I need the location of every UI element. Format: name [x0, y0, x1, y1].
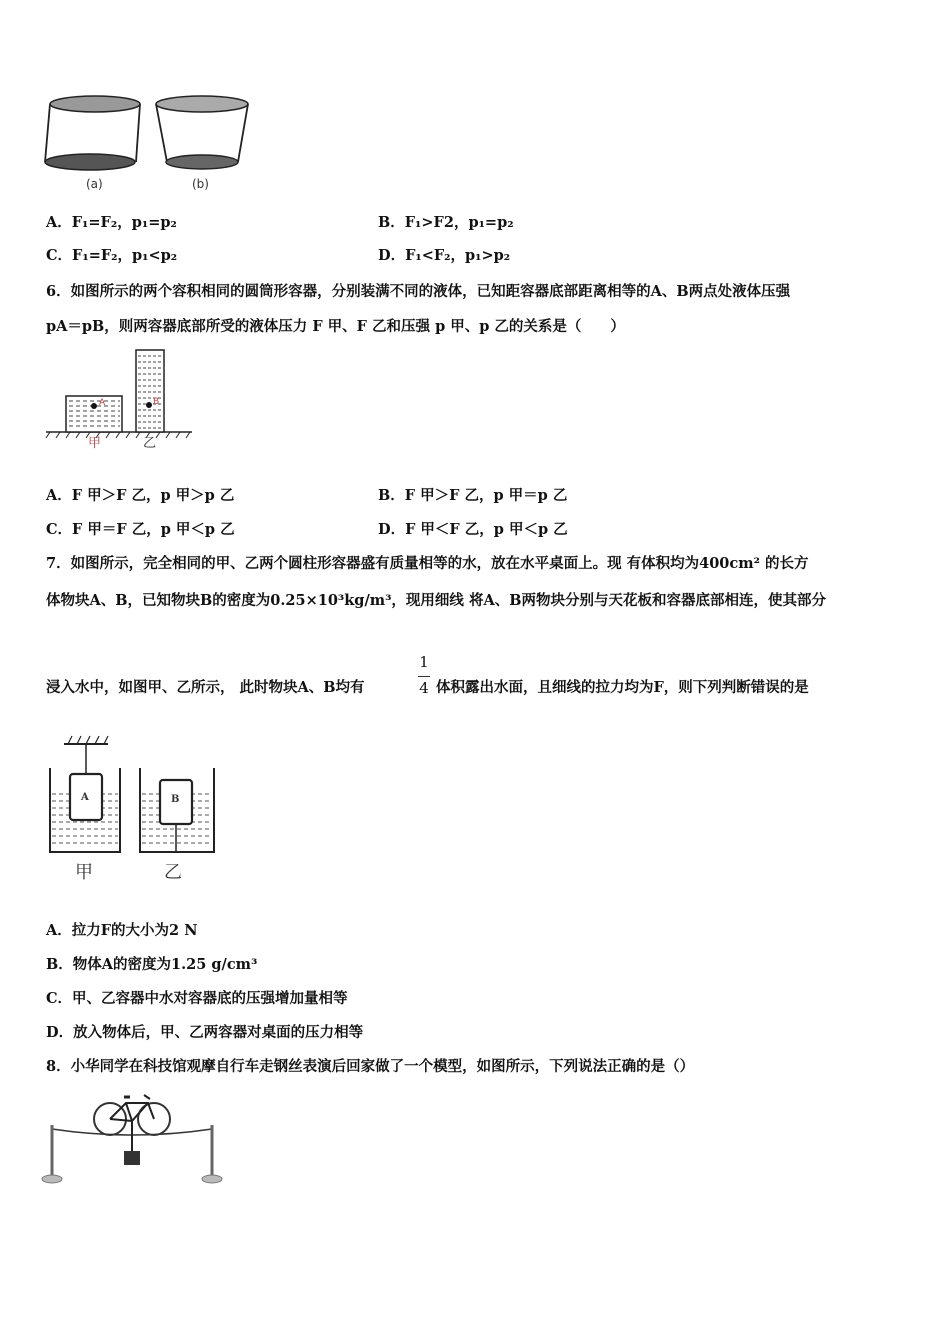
option-text: F₁<F₂，p₁>p₂ [405, 247, 511, 264]
option-text: F 甲＝F 乙，p 甲＜p 乙 [72, 521, 235, 538]
q5-fig-label-a: (a) [86, 177, 103, 191]
q6-stem-line-1: 6．如图所示的两个容积相同的圆筒形容器，分别装满不同的液体，已知距容器底部距离相等的A、B两点处液体压强 [46, 283, 791, 300]
q5-option-a[interactable] [46, 213, 177, 233]
option-text: 甲、乙容器中水对容器底的压强增加量相等 [72, 990, 348, 1007]
q5-fig-label-b: (b) [192, 177, 209, 191]
option-letter: C． [46, 247, 73, 264]
option-text: F₁>F2，p₁=p₂ [404, 214, 514, 231]
option-letter: B． [378, 487, 405, 504]
option-letter: B． [46, 956, 73, 973]
option-letter: D． [46, 1024, 74, 1041]
option-letter: C． [46, 521, 73, 538]
option-text: 放入物体后，甲、乙两容器对桌面的压力相等 [73, 1024, 364, 1041]
q8-stem-line-1: 8．小华同学在科技馆观摩自行车走钢丝表演后回家做了一个模型，如图所示，下列说法正确的是（） [46, 1058, 695, 1075]
q6-option-d[interactable] [378, 520, 568, 540]
q7-figure [44, 730, 224, 890]
q8-bicycle-tightrope-figure [40, 1085, 225, 1190]
option-text: F₁=F₂，p₁=p₂ [71, 214, 177, 231]
q7-block-b-label: B [171, 794, 180, 805]
q7-stem-line-3b: 体积露出水面，且细线的拉力均为F，则下列判断错误的是 [436, 679, 809, 696]
option-letter: D． [378, 247, 406, 264]
q6-point-b-label: B [153, 397, 160, 407]
option-letter: C． [46, 990, 73, 1007]
q7-stem-line-2: 体物块A、B，已知物块B的密度为0.25×10³kg/m³，现用细线 将A、B两物块分别与天花板和容器底部相连，使其部分 [46, 592, 826, 609]
q7-option-a[interactable] [46, 921, 197, 941]
q6-option-a[interactable] [46, 486, 234, 506]
option-text: F 甲＜F 乙，p 甲＜p 乙 [405, 521, 568, 538]
q6-point-a-label: A [99, 398, 106, 408]
q6-option-b[interactable] [378, 486, 567, 506]
option-text: F 甲＞F 乙，p 甲＝p 乙 [404, 487, 568, 504]
q6-fig-label-yi: 乙 [143, 436, 157, 451]
q7-option-c[interactable] [46, 989, 348, 1009]
q7-stem-line-1: 7．如图所示，完全相同的甲、乙两个圆柱形容器盛有质量相等的水，放在水平桌面上。现 有体积均为400cm² 的长方 [46, 555, 809, 572]
q7-fraction-numerator: 1 [419, 653, 429, 671]
option-letter: B． [378, 214, 405, 231]
q7-stem-line-3a: 浸入水中，如图甲、乙所示， 此时物块A、B均有 [46, 679, 365, 696]
q7-fig-label-yi: 乙 [164, 862, 182, 883]
q5-figure [40, 92, 260, 192]
option-letter: A． [46, 487, 72, 504]
q7-block-a-label: A [81, 792, 89, 803]
option-text: F 甲＞F 乙，p 甲＞p 乙 [71, 487, 235, 504]
q5-option-b[interactable] [378, 213, 514, 233]
q5-option-c[interactable] [46, 246, 177, 266]
q7-fraction-denominator: 4 [419, 679, 429, 697]
q7-option-b[interactable] [46, 955, 257, 975]
option-text: 拉力F的大小为2 N [71, 922, 198, 939]
q7-fraction-bar [418, 676, 430, 677]
q5-option-d[interactable] [378, 246, 510, 266]
q6-fig-label-jia: 甲 [88, 436, 102, 451]
option-letter: A． [46, 214, 72, 231]
option-text: 物体A的密度为1.25 g/cm³ [72, 956, 258, 973]
option-letter: D． [378, 521, 406, 538]
option-letter: A． [46, 922, 72, 939]
option-text: F₁=F₂，p₁<p₂ [72, 247, 178, 264]
q6-stem-line-2: pA＝pB，则两容器底部所受的液体压力 F 甲、F 乙和压强 p 甲、p 乙的关系是（ ） [46, 318, 625, 335]
q7-fig-label-jia: 甲 [75, 862, 93, 883]
q6-option-c[interactable] [46, 520, 235, 540]
q6-figure [44, 346, 194, 451]
q7-option-d[interactable] [46, 1023, 363, 1043]
